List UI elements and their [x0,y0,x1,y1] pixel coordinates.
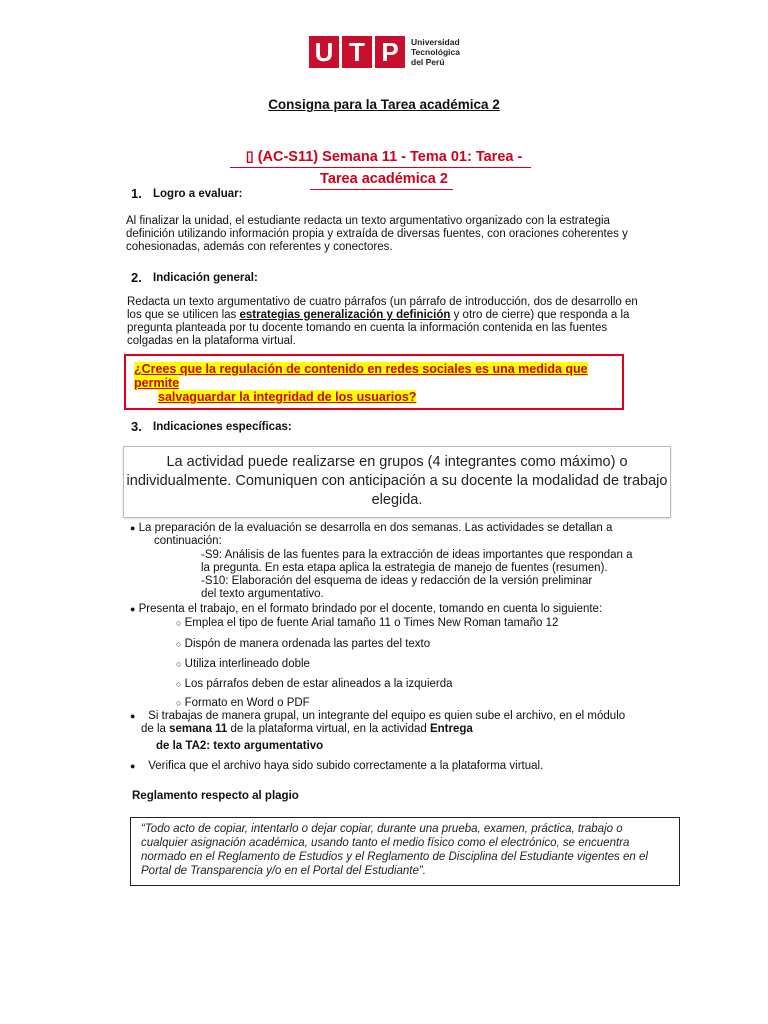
format-item: ○ Los párrafos deben de estar alineados a la izquierda [176,678,453,690]
bullet-dot-icon: ● [130,523,136,533]
section-2-number: 2. [131,270,142,285]
question-box [124,354,624,410]
group-info-text: La actividad puede realizarse en grupos (4 integrantes como máximo) o individualmente. Comuniquen con anticipación a su docente la modalidad de trabajo elegida. [126,454,668,508]
logo-letter-u: U [309,36,339,68]
section-3-number: 3. [131,419,142,434]
circle-bullet-icon: ○ [176,618,182,628]
activity-underline-1 [230,167,531,168]
bullet-verify: ● Verifica que el archivo haya sido subido correctamente a la plataforma virtual. [130,760,544,772]
plagiarism-heading: Reglamento respecto al plagio [132,790,299,802]
schedule-s10: -S10: Elaboración del esquema de ideas y redacción de la versión preliminar del texto argumentativo. [201,575,593,600]
plagiarism-text: “Todo acto de copiar, intentarlo o dejar copiar, durante una prueba, examen, práctica, trabajo o cualquier asignación académica, usando tanto el medio físico como el electrónico, se encuentra normado en el Reglamento de Estudios y el Reglamento de Disciplina del Estudiante vigentes en el Portal de Transparencia y/o en el Portal del Estudiante”. [141,823,648,877]
section-2-text: Redacta un texto argumentativo de cuatro párrafos (un párrafo de introducción, dos de desarrollo en los que se utilicen las estrategias generalización y definición y otro de cierre) que responda a la pregunta planteada por tu docente tomando en cuenta la información contenida en las fuentes colgadas en la plataforma virtual. [127,296,638,347]
logo-letter-p: P [375,36,405,68]
plagiarism-box [130,817,680,886]
utp-logo [309,36,460,68]
schedule-s9: -S9: Análisis de las fuentes para la extracción de ideas importantes que respondan a la pregunta. En esta etapa aplica la estrategia de manejo de fuentes (resumen). [201,549,633,574]
format-item: ○ Utiliza interlineado doble [176,658,310,670]
activity-title-line2: Tarea académica 2 [320,171,448,187]
section-3-heading: Indicaciones específicas: [153,421,292,433]
section-2-heading: Indicación general: [153,272,258,284]
logo-institution: Universidad Tecnológica del Perú [411,37,460,67]
activity-title-line1: ▯ (AC-S11) Semana 11 - Tema 01: Tarea - [245,149,523,165]
circle-bullet-icon: ○ [176,698,182,708]
bullet-preparation: ● La preparación de la evaluación se desarrolla en dos semanas. Las actividades se detallan a continuación: [130,522,613,547]
bullet-group-upload: ● Si trabajas de manera grupal, un integrante del equipo es quien sube el archivo, en el módulo de la semana 11 de la plataforma virtual, en la actividad Entrega de la TA2: texto argumentativo [130,710,626,752]
section-1-heading: Logro a evaluar: [153,188,243,200]
bullet-dot-icon: ● [130,761,136,771]
activity-underline-2 [310,189,453,190]
section-1-text: Al finalizar la unidad, el estudiante redacta un texto argumentativo organizado con la estrategia definición utilizando información propia y extraída de diversas fuentes, con oraciones coherentes y cohesionadas, además con referentes y conectores. [126,215,628,253]
circle-bullet-icon: ○ [176,679,182,689]
bullet-dot-icon: ● [130,604,136,614]
placeholder-icon: ▯ [245,149,254,165]
section-1-number: 1. [131,186,142,201]
guiding-question: ¿Crees que la regulación de contenido en redes sociales es una medida que permite salvaguardar la integridad de los usuarios? [134,362,588,404]
format-item: ○ Formato en Word o PDF [176,697,310,709]
bullet-format: ● Presenta el trabajo, en el formato brindado por el docente, tomando en cuenta lo siguiente: [130,603,603,615]
circle-bullet-icon: ○ [176,639,182,649]
logo-letter-t: T [342,36,372,68]
group-info-box [123,446,671,518]
format-item: ○ Emplea el tipo de fuente Arial tamaño 11 o Times New Roman tamaño 12 [176,617,559,629]
page-title: Consigna para la Tarea académica 2 [268,97,500,112]
bullet-dot-icon: ● [130,711,136,721]
format-item: ○ Dispón de manera ordenada las partes del texto [176,638,431,650]
circle-bullet-icon: ○ [176,659,182,669]
